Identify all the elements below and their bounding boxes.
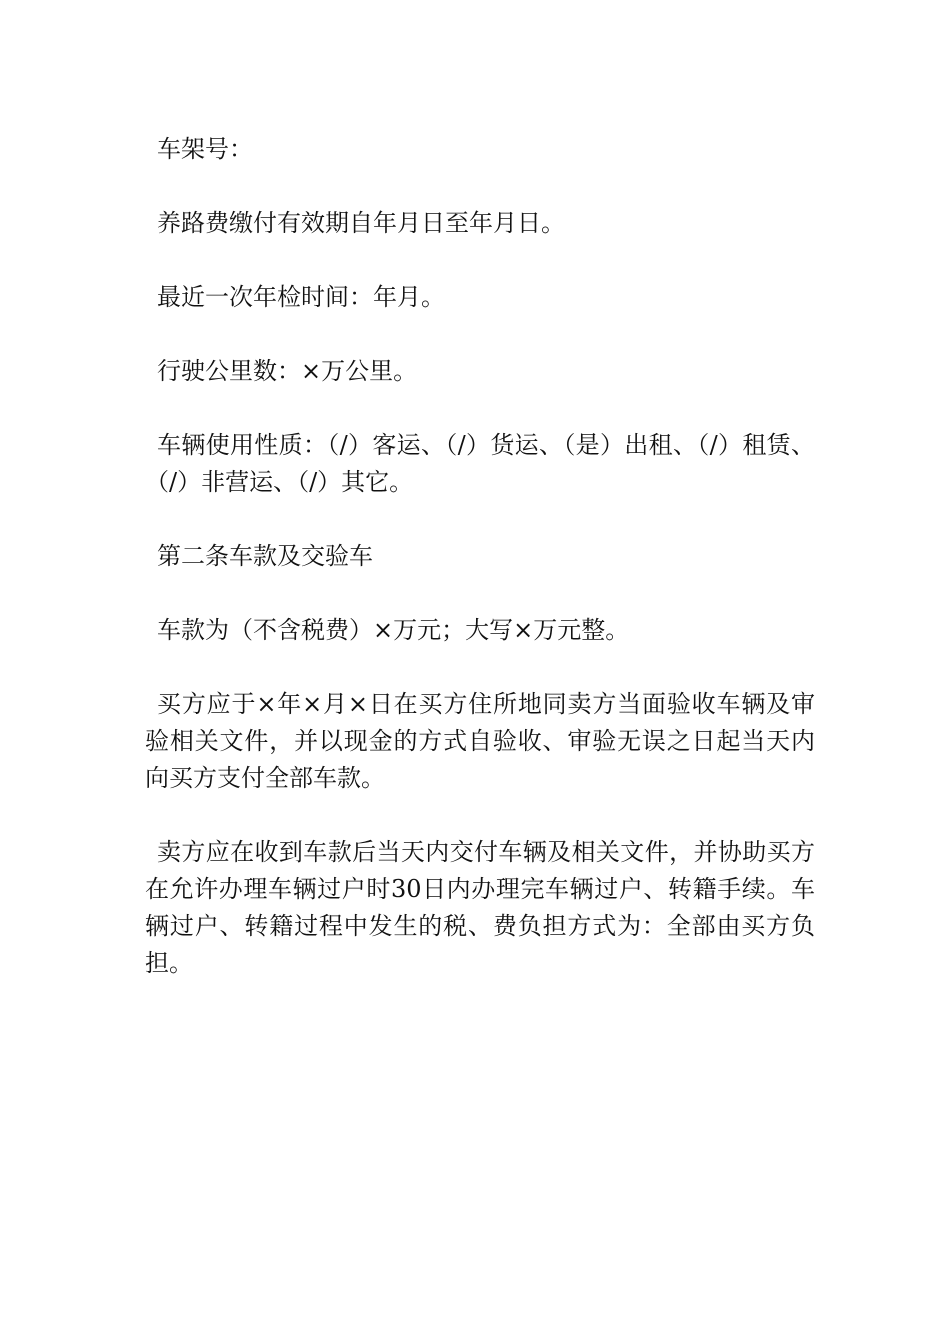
document-body bbox=[145, 131, 815, 982]
paragraph-road-fee: 养路费缴付有效期自年月日至年月日。 bbox=[157, 209, 565, 237]
paragraph-spacer bbox=[145, 501, 815, 538]
paragraph-inspection: 最近一次年检时间：年月。 bbox=[157, 283, 445, 311]
paragraph-spacer bbox=[145, 390, 815, 427]
paragraph-spacer bbox=[145, 797, 815, 834]
paragraph-spacer bbox=[145, 575, 815, 612]
paragraph-spacer bbox=[145, 168, 815, 205]
section-heading: 第二条车款及交验车 bbox=[157, 542, 373, 570]
paragraph-usage-type: 车辆使用性质：（/）客运、（/）货运、（是）出租、（/）租赁、（/）非营运、（/）其它。 bbox=[145, 431, 815, 496]
paragraph-mileage: 行驶公里数：×万公里。 bbox=[157, 357, 418, 385]
paragraph-seller-delivery: 卖方应在收到车款后当天内交付车辆及相关文件，并协助买方在允许办理车辆过户时30日内办理完车辆过户、转籍手续。车辆过户、转籍过程中发生的税、费负担方式为：全部由买方负担。 bbox=[145, 838, 815, 977]
paragraph-spacer bbox=[145, 316, 815, 353]
paragraph-spacer bbox=[145, 242, 815, 279]
paragraph-price: 车款为（不含税费）×万元；大写×万元整。 bbox=[157, 616, 630, 644]
paragraph-vin: 车架号： bbox=[157, 135, 253, 163]
paragraph-spacer bbox=[145, 649, 815, 686]
paragraph-buyer-inspection: 买方应于×年×月×日在买方住所地同卖方当面验收车辆及审验相关文件，并以现金的方式自验收、审验无误之日起当天内向买方支付全部车款。 bbox=[145, 690, 815, 792]
